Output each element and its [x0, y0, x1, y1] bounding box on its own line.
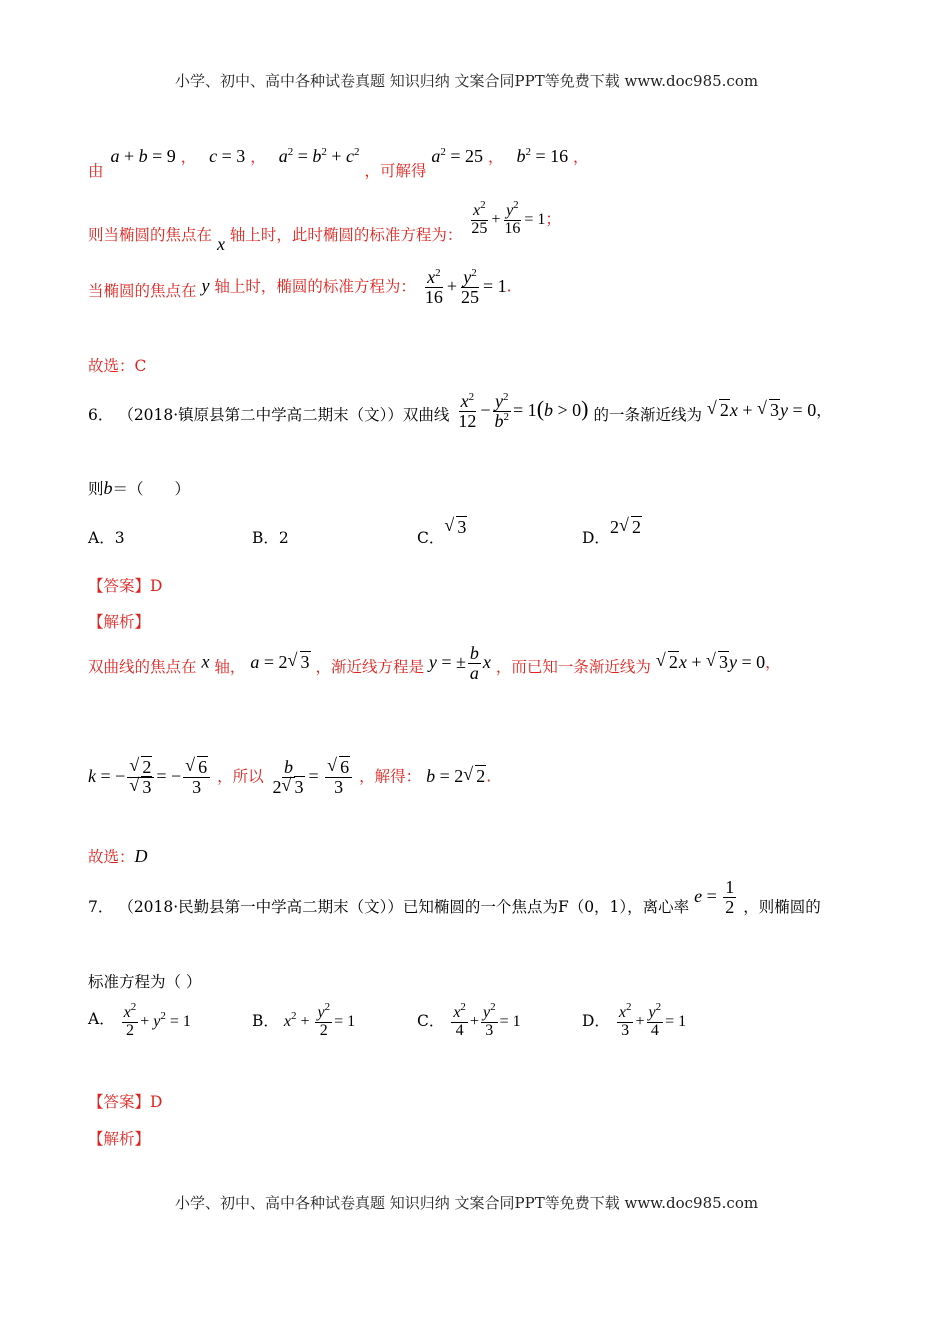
question-7-line-2: 标准方程为（ ）: [88, 973, 202, 991]
ellipse-eq-y: $\frac{x^2}{16}$ + $\frac{y^2}{25}$ = 1: [424, 267, 507, 307]
q6-analysis-line-2: k = − √ 2 √ 3 = − √ $\frac{6}{3}$ ，所以 $\frac{b}{2√ 3}$ = √ $\frac{6}{3}$ ，解得： b = 2√ 2.: [88, 758, 491, 797]
question-6-stem: 6． （2018·镇原县第二中学高二期末（文））双曲线 $\frac{x^2}{12}$ − $\frac{y^2}{b^2}$ = 1(b > 0) 的一条渐近线为 √ 2x + √ 3y = 0，: [88, 392, 832, 431]
q7-answer: 【答案】D: [88, 1093, 163, 1111]
q6-choice: 故选：D: [88, 846, 148, 866]
math-a2: $a^2 = 25$: [431, 146, 484, 166]
eccentricity: e = $\frac{1}{2}$: [694, 877, 735, 917]
q6-analysis-label: 【解析】: [88, 613, 151, 631]
page-header: 小学、初中、高中各种试卷真题 知识归纳 文案合同PPT等免费下载 www.doc985.com: [175, 72, 759, 90]
q6-option-a[interactable]: A．3: [88, 529, 125, 547]
math-given: a + b = 9: [110, 146, 176, 166]
q7-analysis-label: 【解析】: [88, 1130, 151, 1148]
q7-option-b[interactable]: B． $x^2$ + $\frac{y^2}{2}$ = 1: [252, 1001, 356, 1039]
question-7-stem: 7． （2018·民勤县第一中学高二期末（文））已知椭圆的一个焦点为F（0，1），离心率 e = $\frac{1}{2}$ ，则椭圆的: [88, 877, 821, 917]
q6-option-b[interactable]: B．2: [252, 529, 289, 547]
solution-line-2: 则当椭圆的焦点在 x 轴上时，此时椭圆的标准方程为： $\frac{x^2}{25}$ + $\frac{y^2}{16}$ = 1；: [88, 199, 561, 254]
math-b2: $b^2 = 16$: [516, 146, 569, 166]
slope-equation: k = − √ 2 √ 3 = − √ $\frac{6}{3}$: [88, 766, 212, 786]
q6-option-c[interactable]: C．√ 3: [417, 526, 467, 548]
q7-option-c[interactable]: C． $\frac{x^2}{4}$ + $\frac{y^2}{3}$ = 1: [417, 1001, 521, 1039]
q7-option-d[interactable]: D． $\frac{x^2}{3}$ + $\frac{y^2}{4}$ = 1: [582, 1001, 687, 1039]
page-footer: 小学、初中、高中各种试卷真题 知识归纳 文案合同PPT等免费下载 www.doc985.com: [175, 1194, 759, 1212]
q6-answer: 【答案】D: [88, 577, 163, 595]
asymptote-general: y = ± $\frac{b}{a}$ x: [428, 643, 491, 683]
math-relation: $a^2 = b^2 + c^2$: [278, 146, 360, 166]
math-c: c = 3: [209, 146, 246, 166]
ellipse-eq-x: $\frac{x^2}{25}$ + $\frac{y^2}{16}$ = 1: [471, 199, 546, 237]
q6-option-d[interactable]: D．2√ 2: [582, 526, 642, 548]
q7-option-a[interactable]: A． $\frac{x^2}{2}$ + $y^2 = 1$: [88, 1001, 191, 1039]
solution-line-1: 由 a + b = 9 ， c = 3 ， $a^2 = b^2 + c^2$ ，可解得 $a^2 = 25$ ， $b^2 = 16$ ，: [88, 146, 589, 180]
hyperbola-equation: $\frac{x^2}{12}$ − $\frac{y^2}{b^2}$ = 1(b > 0): [458, 391, 589, 431]
solution-choice: 故选：C: [88, 357, 147, 375]
q6-analysis-line-1: 双曲线的焦点在 x 轴， a = 2√ 3 ，渐近线方程是 y = ± $\frac{b}{a}$ x ，而已知一条渐近线为 √ 2x + √ 3y = 0，: [88, 644, 781, 683]
solution-line-3: 当椭圆的焦点在 y 轴上时，椭圆的标准方程为： $\frac{x^2}{16}$ + $\frac{y^2}{25}$ = 1.: [88, 267, 512, 307]
question-6-line-2: 则b＝（ ）: [88, 478, 191, 498]
asymptote-equation: √ 2x + √ 3y = 0: [707, 400, 816, 420]
